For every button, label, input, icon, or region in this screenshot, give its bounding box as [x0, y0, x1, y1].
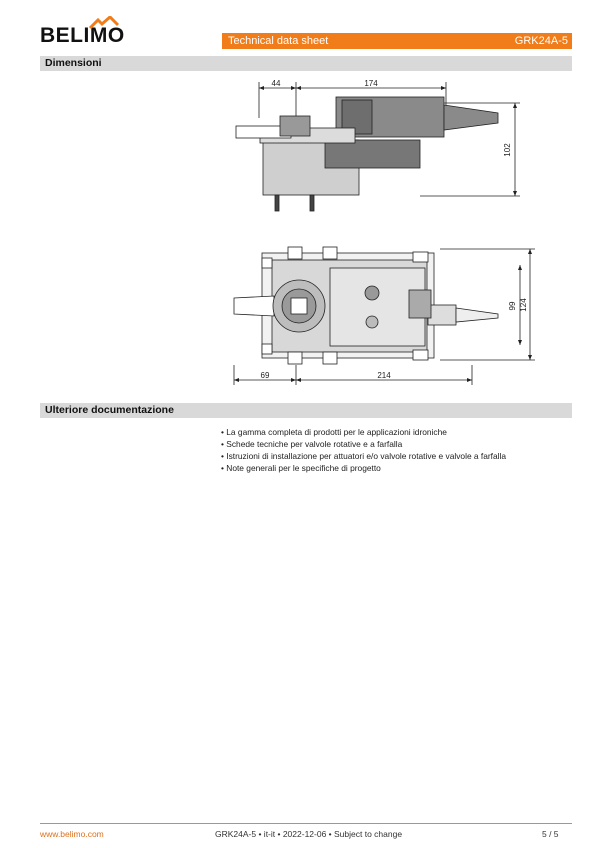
footer-website-link[interactable]: www.belimo.com — [40, 829, 104, 839]
dim-side-174: 174 — [364, 79, 378, 88]
list-item: • La gamma completa di prodotti per le applicazioni idroniche — [221, 426, 506, 438]
header-model: GRK24A-5 — [514, 35, 568, 47]
list-item: • Schede tecniche per valvole rotative e a farfalla — [221, 438, 506, 450]
brand-logo: BELIMO — [40, 24, 125, 47]
list-item: • Note generali per le specifiche di progetto — [221, 462, 506, 474]
dim-top-99: 99 — [508, 301, 517, 311]
footer-divider — [40, 823, 572, 824]
dim-top-69: 69 — [260, 371, 270, 380]
dim-top-124: 124 — [519, 298, 528, 312]
footer-info: GRK24A-5 • it-it • 2022-12-06 • Subject to change — [215, 829, 403, 839]
dim-top-214: 214 — [377, 371, 391, 380]
dim-side-44: 44 — [271, 79, 281, 88]
side-view-drawing — [0, 0, 600, 400]
section-documentation: Ulteriore documentazione — [40, 403, 572, 418]
list-item: • Istruzioni di installazione per attuatori e/o valvole rotative e valvole a farfalla — [221, 450, 506, 462]
page-number: 5 / 5 — [542, 829, 559, 839]
header-title: Technical data sheet — [228, 35, 329, 47]
dim-side-102: 102 — [503, 143, 512, 157]
section-dimensions: Dimensioni — [40, 56, 572, 71]
documentation-list — [221, 426, 506, 474]
